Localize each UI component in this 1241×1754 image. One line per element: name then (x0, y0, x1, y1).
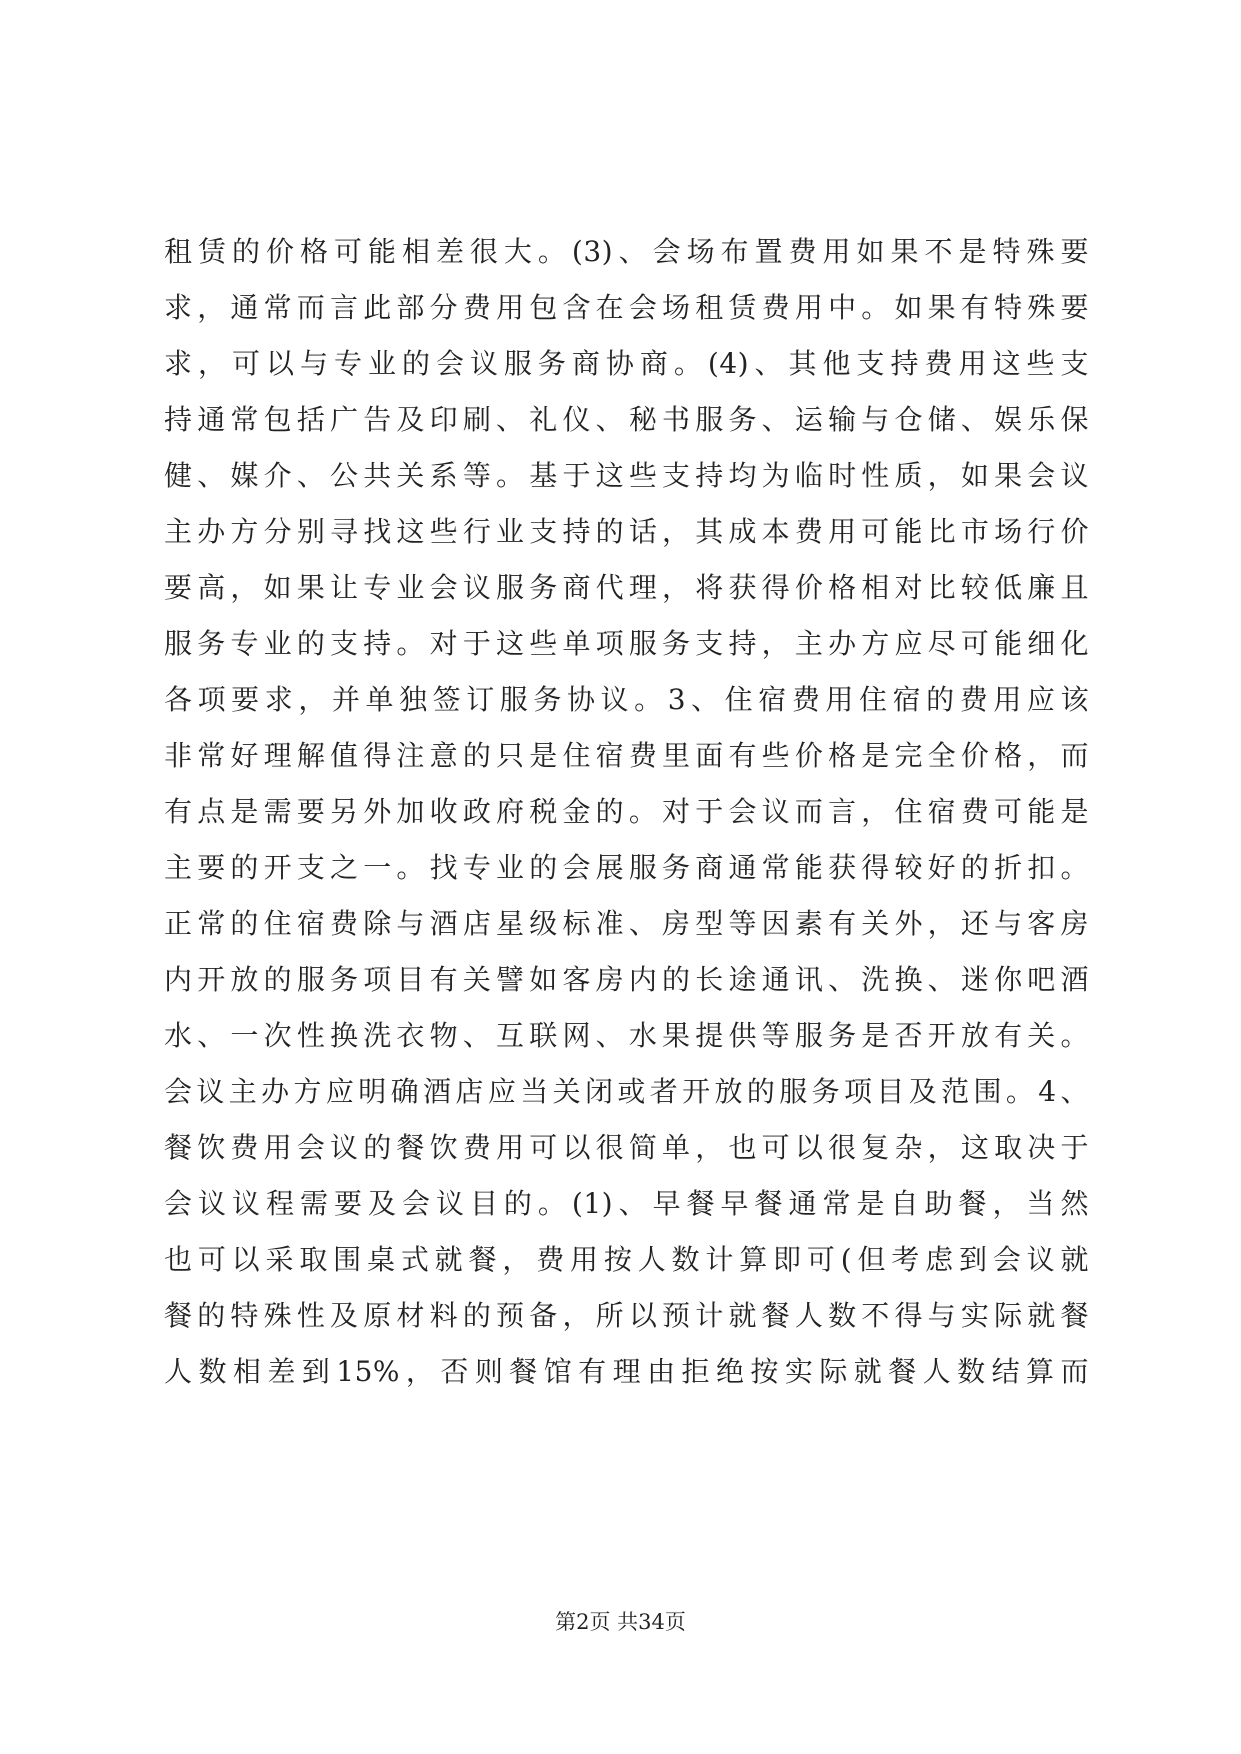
text-line: 非常好理解值得注意的只是住宿费里面有些价格是完全价格，而 (164, 739, 1089, 772)
text-line: 也可以采取围桌式就餐，费用按人数计算即可(但考虑到会议就 (164, 1243, 1089, 1276)
text-line: 服务专业的支持。对于这些单项服务支持，主办方应尽可能细化 (164, 627, 1089, 660)
text-line: 要高，如果让专业会议服务商代理，将获得价格相对比较低廉且 (164, 571, 1089, 604)
text-line: 租赁的价格可能相差很大。(3)、会场布置费用如果不是特殊要 (164, 235, 1089, 268)
text-line: 求，通常而言此部分费用包含在会场租赁费用中。如果有特殊要 (164, 291, 1089, 324)
text-line: 求，可以与专业的会议服务商协商。(4)、其他支持费用这些支 (164, 347, 1089, 380)
text-line: 会议主办方应明确酒店应当关闭或者开放的服务项目及范围。4、 (164, 1075, 1089, 1108)
text-line: 各项要求，并单独签订服务协议。3、住宿费用住宿的费用应该 (164, 683, 1089, 716)
text-line: 正常的住宿费除与酒店星级标准、房型等因素有关外，还与客房 (164, 907, 1089, 940)
text-line: 主要的开支之一。找专业的会展服务商通常能获得较好的折扣。 (164, 851, 1089, 884)
text-line: 主办方分别寻找这些行业支持的话，其成本费用可能比市场行价 (164, 515, 1089, 548)
text-line: 会议议程需要及会议目的。(1)、早餐早餐通常是自助餐，当然 (164, 1187, 1089, 1220)
page-footer (0, 1607, 1241, 1637)
text-line: 健、媒介、公共关系等。基于这些支持均为临时性质，如果会议 (164, 459, 1089, 492)
page-number-label: 第2页 共34页 (555, 1610, 686, 1634)
text-line: 餐的特殊性及原材料的预备，所以预计就餐人数不得与实际就餐 (164, 1299, 1089, 1332)
text-line: 人数相差到15%，否则餐馆有理由拒绝按实际就餐人数结算而 (164, 1355, 1089, 1388)
text-line: 餐饮费用会议的餐饮费用可以很简单，也可以很复杂，这取决于 (164, 1131, 1089, 1164)
text-line: 内开放的服务项目有关譬如客房内的长途通讯、洗换、迷你吧酒 (164, 963, 1089, 996)
body-text (164, 224, 1089, 1400)
text-line: 持通常包括广告及印刷、礼仪、秘书服务、运输与仓储、娱乐保 (164, 403, 1089, 436)
text-line: 有点是需要另外加收政府税金的。对于会议而言，住宿费可能是 (164, 795, 1089, 828)
text-line: 水、一次性换洗衣物、互联网、水果提供等服务是否开放有关。 (164, 1019, 1089, 1052)
